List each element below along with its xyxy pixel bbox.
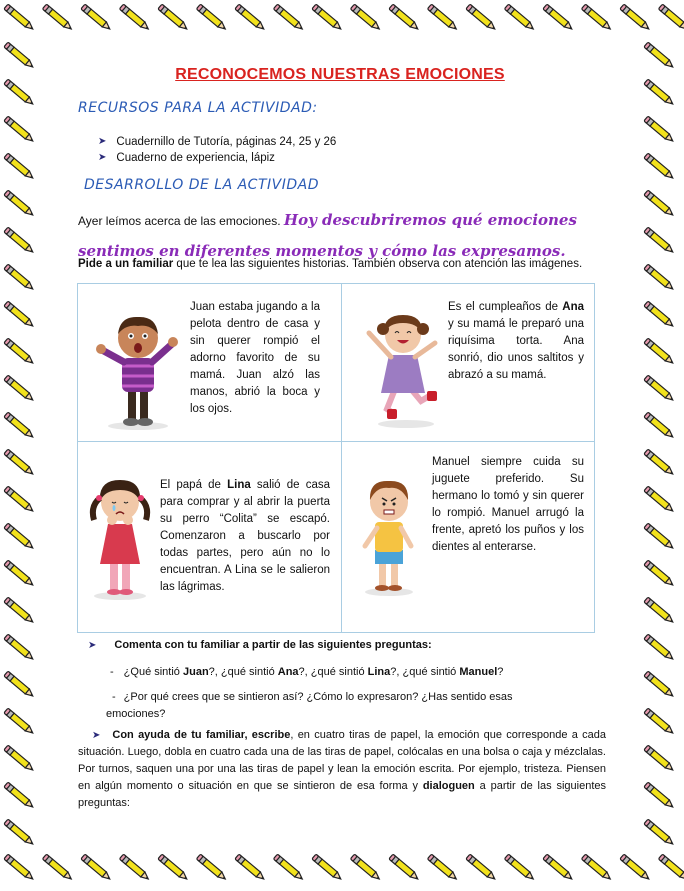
pencil-icon [4,79,35,106]
intro-plain-text: Ayer leímos acerca de las emociones. [78,214,281,228]
pencil-icon [644,634,675,661]
pencil-icon [644,79,675,106]
pencil-icon [644,301,675,328]
pencil-icon [620,4,651,31]
instruction-text: Pide a un familiar que te lea las siguientes historias. También observa con atención las imágenes. [78,258,583,270]
pencil-icon [644,412,675,439]
list-item: ➤ Cuaderno de experiencia, lápiz [98,152,275,164]
pencil-icon [644,782,675,809]
pencil-icon [4,745,35,772]
pencil-icon [644,264,675,291]
pencil-icon [158,4,189,31]
pencil-icon [4,375,35,402]
pencil-icon [644,560,675,587]
question-1: - ¿Qué sintió Juan?, ¿qué sintió Ana?, ¿qué sintió Lina?, ¿qué sintió Manuel? [110,666,504,678]
pencil-icon [312,4,343,31]
comment-heading: ➤ Comenta con tu familiar a partir de las siguientes preguntas: [88,639,432,651]
pencil-icon [4,782,35,809]
pencil-icon [543,854,574,881]
pencil-icon [504,4,535,31]
pencil-icon [81,4,112,31]
pencil-icon [644,523,675,550]
page-title: RECONOCEMOS NUESTRAS EMOCIONES [175,66,505,83]
story-lina: El papá de Lina salió de casa para comprar y al abrir la puerta su perro “Colita” se escapó. Comenzaron a buscarlo por todas partes, pero aún no lo encuentran. A Lina se le salieron las lágrimas. [160,479,330,593]
pencil-icon [4,4,35,31]
pencil-icon [644,449,675,476]
pencil-icon [644,375,675,402]
pencil-icon [4,671,35,698]
story-manuel: Manuel siempre cuida su juguete preferido. Su hermano lo tomó y sin querer lo rompió. Manuel arrugó la frente, apretó los puños y los dientes al enterarse. [432,456,584,553]
pencil-icon [119,854,150,881]
pencil-icon [644,486,675,513]
pencil-icon [4,264,35,291]
pencil-icon [644,745,675,772]
list-item: ➤ Cuadernillo de Tutoría, páginas 24, 25 y 26 [98,136,337,148]
pencil-icon [235,4,266,31]
pencil-icon [644,190,675,217]
pencil-icon [644,819,675,846]
grid-divider [341,284,342,632]
pencil-icon [644,597,675,624]
pencil-icon [42,854,73,881]
pencil-icon [658,4,684,31]
grid-divider [78,441,594,442]
pencil-icon [312,854,343,881]
pencil-icon [4,523,35,550]
pencil-icon [4,153,35,180]
pencil-icon [543,4,574,31]
pencil-icon [42,4,73,31]
pencil-icon [273,4,304,31]
pencil-icon [466,854,497,881]
arrow-bullet-icon: ➤ [92,730,101,741]
arrow-bullet-icon: ➤ [98,152,107,163]
intro-cursive-text-2: sentimos en diferentes momentos y cómo las expresamos. [78,242,566,260]
manuel-illustration [355,476,425,596]
pencil-icon [4,227,35,254]
pencil-icon [4,560,35,587]
pencil-icon [4,412,35,439]
pencil-icon [644,338,675,365]
ana-illustration [361,309,446,429]
pencil-icon [196,4,227,31]
pencil-icon [81,854,112,881]
question-2: - ¿Por qué crees que se sintieron así? ¿Cómo lo expresaron? ¿Has sentido esas emociones? [106,691,513,720]
pencil-icon [466,4,497,31]
arrow-bullet-icon: ➤ [88,640,97,651]
pencil-icon [4,116,35,143]
pencil-icon [644,153,675,180]
pencil-icon [350,4,381,31]
pencil-icon [4,301,35,328]
pencil-icon [4,819,35,846]
pencil-icon [389,854,420,881]
pencil-icon [644,708,675,735]
pencil-icon [581,4,612,31]
pencil-icon [644,671,675,698]
pencil-icon [158,854,189,881]
pencil-icon [119,4,150,31]
pencil-icon [4,338,35,365]
pencil-icon [658,854,684,881]
pencil-icon [196,854,227,881]
pencil-icon [581,854,612,881]
pencil-icon [389,4,420,31]
pencil-icon [644,227,675,254]
pencil-icon [4,597,35,624]
story-juan: Juan estaba jugando a la pelota dentro de casa y sin querer rompió el adorno favorito de su mamá. Juan alzó las manos, abrió la boca y los ojos. [190,301,320,415]
pencil-icon [427,4,458,31]
pencil-icon [273,854,304,881]
pencil-icon [4,854,35,881]
story-ana: Es el cumpleaños de Ana y su mamá le preparó una riquísima torta. Ana sonrió, dio unos saltitos y abrazó a su mamá. [448,301,584,381]
pencil-icon [620,854,651,881]
pencil-icon [504,854,535,881]
pencil-icon [4,190,35,217]
arrow-bullet-icon: ➤ [98,136,107,147]
pencil-icon [4,42,35,69]
pencil-icon [4,708,35,735]
development-heading: DESARROLLO DE LA ACTIVIDAD [84,177,319,193]
pencil-icon [4,449,35,476]
resources-list [98,134,336,166]
stories-grid [77,283,595,633]
pencil-icon [427,854,458,881]
juan-illustration [98,314,178,432]
pencil-icon [4,634,35,661]
task-paragraph: ➤ Con ayuda de tu familiar, escribe, en cuatro tiras de papel, la emoción que corresponde a cada situación. Luego, dobla en cuatro cada una de las tiras de papel, colócalas en una bolsa o caja y mézclalas. Por turnos, saquen una por una las tiras de papel y lean la emoción escrita. Por ejemplo, tristeza. Piensen en algún momento o situación en que se sintieron de esa forma y dialoguen a partir de las siguientes preguntas: [78,729,606,809]
pencil-icon [350,854,381,881]
pencil-icon [644,116,675,143]
pencil-icon [4,486,35,513]
intro-cursive-text: Hoy descubriremos qué emociones [283,211,577,229]
pencil-icon [235,854,266,881]
resources-heading: RECURSOS PARA LA ACTIVIDAD: [78,100,318,116]
pencil-icon [644,42,675,69]
lina-illustration [80,476,160,601]
